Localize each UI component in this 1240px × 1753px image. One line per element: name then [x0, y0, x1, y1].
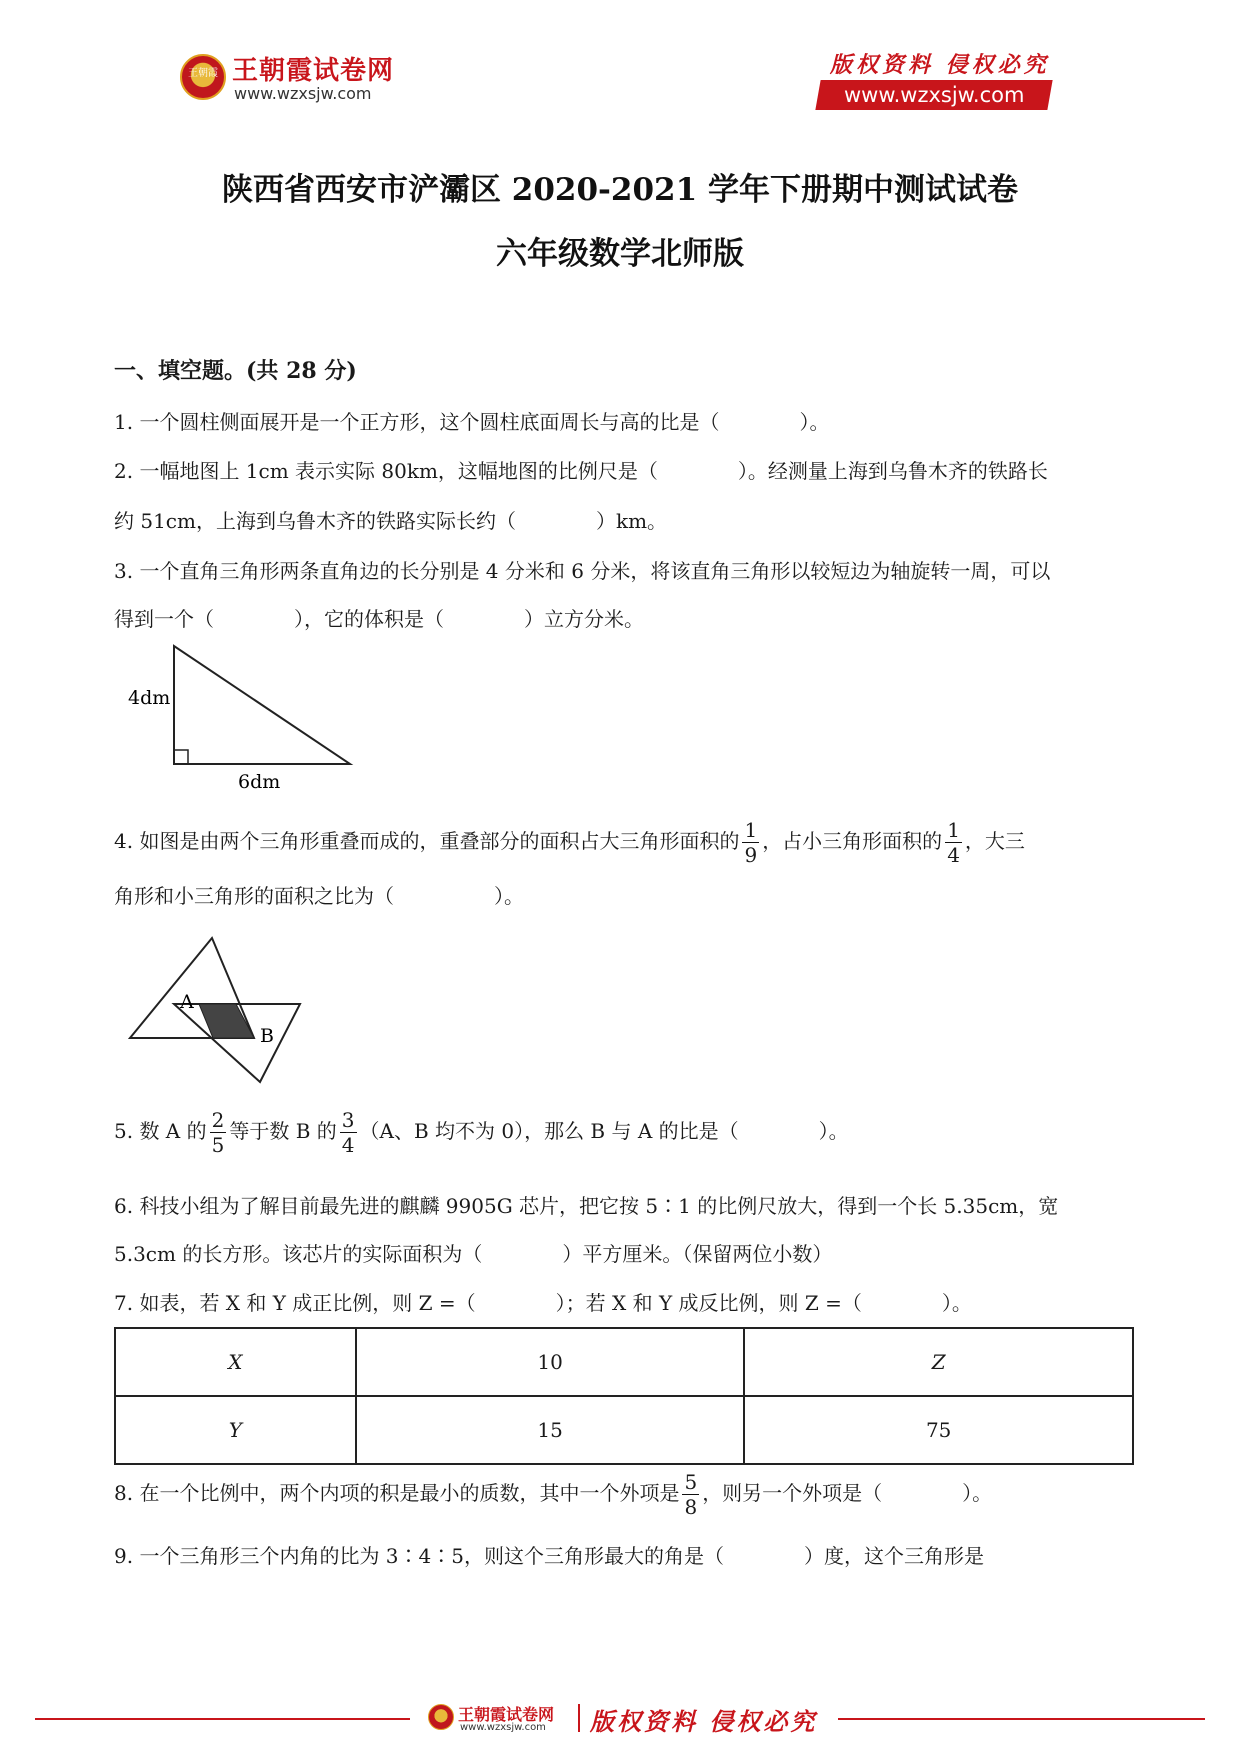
table-row — [115, 1396, 1133, 1464]
section-heading: 一、填空题。(共 28 分) — [114, 358, 357, 384]
table-cell: Z — [744, 1328, 1133, 1396]
question-2-line-2: 约 51cm，上海到乌鲁木齐的铁路实际长约（ ）km。 — [114, 509, 668, 533]
table-cell: X — [115, 1328, 356, 1396]
table-cell: 10 — [356, 1328, 745, 1396]
footer-divider-left — [35, 1718, 410, 1720]
table-row — [115, 1328, 1133, 1396]
logo-name: 王朝霞试卷网 — [232, 56, 395, 86]
right-angle-mark — [174, 750, 188, 764]
vertical-leg-label: 4dm — [128, 687, 171, 709]
footer-separator — [578, 1704, 580, 1732]
table-cell: 15 — [356, 1396, 745, 1464]
fraction: $\frac{3}{4}$ — [341, 1108, 355, 1157]
footer-logo: 王朝霞试卷网 www.wzxsjw.com — [428, 1700, 588, 1740]
question-2-line-1: 2. 一幅地图上 1cm 表示实际 80km，这幅地图的比例尺是（ ）。经测量上海到乌鲁木齐的铁路长 — [114, 459, 1048, 483]
table-cell: Y — [115, 1396, 356, 1464]
copyright-url-banner: www.wzxsjw.com — [815, 80, 1052, 110]
footer-seal-icon — [428, 1704, 454, 1730]
fraction: $\frac{1}{9}$ — [744, 818, 758, 867]
question-3-line-2: 得到一个（ ），它的体积是（ ）立方分米。 — [114, 607, 644, 631]
page-title: 陕西省西安市浐灞区 2020-2021 学年下册期中测试试卷 — [221, 172, 1018, 208]
question-6-line-1: 6. 科技小组为了解目前最先进的麒麟 9905G 芯片，把它按 5∶1 的比例尺放大，得到一个长 5.35cm，宽 — [114, 1194, 1059, 1218]
horizontal-leg-label: 6dm — [238, 771, 281, 790]
question-5: 5. 数 A 的 $\frac{2}{5}$ 等于数 B 的 $\frac{3}{4}$ （A、B 均不为 0），那么 B 与 A 的比是（ ）。 — [114, 1108, 849, 1157]
question-6-line-2: 5.3cm 的长方形。该芯片的实际面积为（ ）平方厘米。（保留两位小数） — [114, 1242, 833, 1266]
site-logo: 王朝霞 王朝霞试卷网 www.wzxsjw.com — [180, 50, 420, 110]
fraction: $\frac{2}{5}$ — [211, 1108, 225, 1157]
question-1: 1. 一个圆柱侧面展开是一个正方形，这个圆柱底面周长与高的比是（ ）。 — [114, 410, 830, 434]
fraction: $\frac{1}{4}$ — [947, 818, 960, 867]
right-triangle-figure — [120, 640, 370, 790]
table-cell: 75 — [744, 1396, 1133, 1464]
question-4-line-1: 4. 如图是由两个三角形重叠而成的，重叠部分的面积占大三角形面积的 $\frac{1}{9}$ ，占小三角形面积的 $\frac{1}{4}$ ，大三 — [114, 818, 1025, 867]
label-a: A — [180, 991, 194, 1013]
page-subtitle: 六年级数学北师版 — [496, 236, 744, 272]
logo-url: www.wzxsjw.com — [234, 84, 372, 103]
footer-divider-right — [838, 1718, 1205, 1720]
question-8: 8. 在一个比例中，两个内项的积是最小的质数，其中一个外项是 $\frac{5}{8}$ ，则另一个外项是（ ）。 — [114, 1470, 993, 1519]
triangle-shape — [174, 646, 350, 764]
question-3-line-1: 3. 一个直角三角形两条直角边的长分别是 4 分米和 6 分米，将该直角三角形以较短边为轴旋转一周，可以 — [114, 559, 1051, 583]
fraction: $\frac{5}{8}$ — [684, 1470, 698, 1519]
label-b: B — [260, 1025, 274, 1047]
proportion-table — [114, 1327, 1134, 1465]
copyright-notice: 版权资料 侵权必究 — [830, 52, 1050, 78]
footer-copyright: 版权资料 侵权必究 — [590, 1707, 818, 1736]
question-4-line-2: 角形和小三角形的面积之比为（ ）。 — [114, 884, 524, 908]
overlapping-triangles-figure — [120, 930, 310, 1085]
question-7: 7. 如表，若 X 和 Y 成正比例，则 Z =（ ）；若 X 和 Y 成反比例，则 Z =（ ）。 — [114, 1291, 972, 1315]
question-9: 9. 一个三角形三个内角的比为 3∶4∶5，则这个三角形最大的角是（ ）度，这个三角形是 — [114, 1544, 984, 1568]
